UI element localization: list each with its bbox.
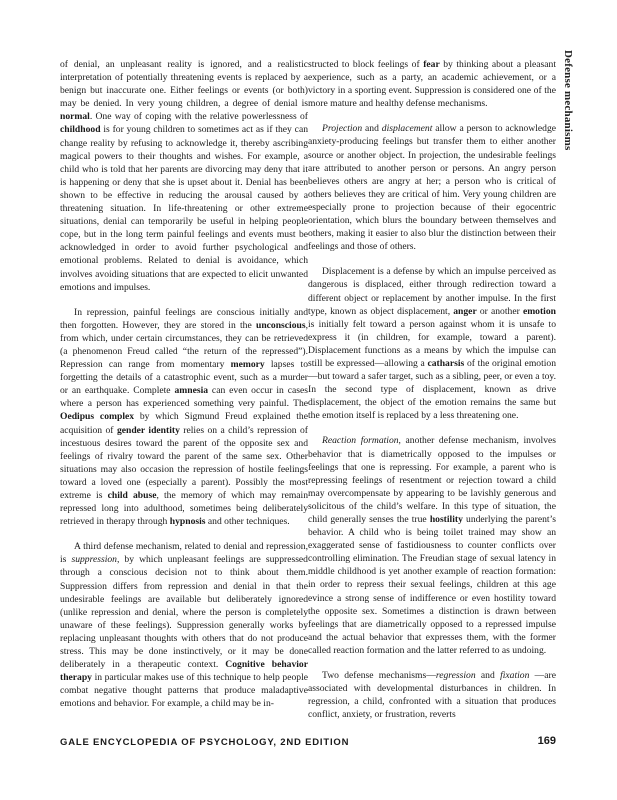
italic-term: suppression: [71, 554, 117, 566]
page-number: 169: [537, 735, 556, 747]
text-run: In repression, painful feelings are conscious initially and then forgotten. However, they are stored in the: [60, 306, 308, 331]
italic-term: fixation: [500, 670, 530, 682]
paragraph: [60, 58, 308, 294]
text-run: by which Sigmund Freud explained the acquisition of: [60, 411, 308, 436]
bold-term: catharsis: [427, 357, 465, 369]
text-run: of the original emotion—but toward a safer target, such as a sibling, peer, or even a toy. In the second type of displacement, known as drive displacement, the object of the emotion remains the same but the emotion itself is replaced by a less threatening one.: [308, 357, 557, 422]
text-run: —are associated with developmental disturbances in children. In regression, a child, confronted with a situation that produces conflict, anxiety, or frustration, reverts: [308, 670, 556, 721]
text-run: , from which, under certain circumstances, they can be retrieved (a phenomenon Freud called “the return of the repressed”). Repression can range from momentary: [60, 319, 308, 371]
paragraph: [308, 265, 556, 422]
text-run: and other techniques.: [205, 516, 290, 528]
bold-term: fear: [423, 59, 440, 70]
text-run: . One way of coping with the relative powerlessness of: [89, 111, 308, 123]
text-run: of denial, an unpleasant reality is ignored, and a realistic interpretation of potentially threatening events is replaced by a benign but inaccurate one. Either feelings or events (or both) may be denied. In very young children, a degree of denial is: [60, 59, 308, 110]
text-run: relies on a child’s repression of incestuous desires toward the parent of the opposite sex and feelings of rivalry toward the parent of the same sex. Other situations may also occasion the repression of hostile feelings toward a loved one (especially a parent). Possibly the most extreme is: [60, 424, 308, 501]
bold-term: childhood: [60, 124, 101, 136]
text-run: allow a person to acknowledge anxiety-producing feelings but transfer them to either another source or another object. In projection, the undesirable feelings are attributed to another person or persons. An angry person believes others are angry at her; a person who is critical of others believes they are critical of him. Very young children are especially prone to projection because of their egocentric orientation, which blurs the boundary between themselves and others, making it easier to also blur the distinction between their feelings and those of others.: [308, 123, 556, 253]
bold-term: unconscious: [256, 319, 306, 331]
paragraph: [308, 434, 556, 657]
running-head: Defense mechanisms: [562, 50, 574, 151]
paragraph: [308, 669, 556, 721]
italic-term: regression: [435, 670, 476, 682]
left-column: [60, 58, 308, 711]
paragraph: [308, 122, 556, 253]
text-run: Displacement is a defense by which an impulse perceived as dangerous is displaced, either through redirection toward a different object or replacement by another impulse. In the first type, known as object displacement,: [308, 266, 556, 317]
italic-term: Reaction formation: [322, 435, 399, 447]
text-run: by thinking about a pleasant experience, such as a party, an academic achievement, or a victory in a sporting event. Suppression is considered one of the more mature and healthy defense mechanisms.: [308, 59, 556, 110]
bold-term: child abuse: [107, 490, 157, 501]
bold-term: gender identity: [116, 424, 180, 436]
bold-term: emotion: [522, 305, 556, 317]
italic-term: Projection: [322, 123, 363, 135]
bold-term: normal: [60, 111, 90, 123]
bold-term: Cognitive behavior therapy: [60, 659, 308, 684]
text-run: , the memory of which may remain repressed long into adulthood, sometimes being deliberately retrieved in therapy through: [60, 490, 309, 528]
bold-term: amnesia: [174, 385, 209, 397]
bold-term: hypnosis: [169, 516, 206, 528]
text-run: and: [362, 123, 382, 135]
bold-term: Oedipus complex: [60, 411, 135, 423]
text-run: is for young children to sometimes act as if they can change reality by refusing to acknowledge it, thereby ascribing magical powers to their thoughts and wishes. For example, a child who is told that her parents are divorcing may deny that it is happening or deny that she is upset about it. Denial has been shown to be effective in reducing the arousal caused by a threatening situation. In life-threatening or other extreme situations, denial can temporarily be useful in helping people cope, but in the long term painful feelings and events must be acknowledged in order to avoid further psychological and emotional problems. Related to denial is avoidance, which involves avoiding situations that are expected to elicit unwanted emotions and impulses.: [60, 124, 308, 293]
paragraph: [60, 540, 308, 710]
right-column: [308, 58, 556, 721]
text-run: underlying the parent’s behavior. A child who is being toilet trained may show an exaggerated sense of fastidiousness to counter conflicts over controlling elimination. The Freudian stage of sexual latency in middle childhood is yet another example of reaction formation: in order to repress their sexual feelings, children at this age evince a strong sense of indifference or even hostility toward the opposite sex. Sometimes a distinction is drawn between feelings that are diametrically opposed to a repressed impulse and the actual behavior that expresses them, with the former called reaction formation and the latter referred to as undoing.: [308, 514, 556, 656]
bold-term: hostility: [429, 514, 463, 525]
text-run: lapses to forgetting the details of a catastrophic event, such as a murder or an earthquake. Complete: [60, 359, 308, 397]
paragraph: [60, 306, 308, 529]
bold-term: anger: [453, 305, 477, 317]
paragraph: [308, 58, 556, 110]
text-run: , another defense mechanism, involves behavior that is diametrically opposed to the impulses or feelings that one is repressing. For example, a parent who is repressing feelings of resentment or rejection toward a child may overcompensate by appearing to be lavishly generous and solicitous of the child’s welfare. In this type of situation, the child generally senses the true: [308, 435, 556, 525]
text-run: structed to block feelings of: [308, 59, 424, 70]
text-run: Two defense mechanisms—: [322, 670, 436, 682]
text-run: or another: [476, 305, 523, 317]
text-run: and: [475, 670, 501, 682]
bold-term: memory: [230, 359, 265, 371]
footer-title: GALE ENCYCLOPEDIA OF PSYCHOLOGY, 2ND EDITION: [60, 737, 350, 748]
text-run: in particular makes use of this technique to help people combat negative thought patterns that produce maladaptive emotions and behavior. For example, a child may be in-: [60, 672, 308, 710]
text-run: , by which unpleasant feelings are suppressed through a conscious decision not to think about them. Suppression differs from repression and denial in that the undesirable feelings are available but deliberately ignored (unlike repression and denial, where the person is completely unaware of these feelings). Suppression generally works by replacing unpleasant thoughts with others that do not produce stress. This may be done instinctively, or it may be done deliberately in a therapeutic context.: [60, 554, 308, 671]
text-run: is initially felt toward a person against whom it is unsafe to express it (in children, for example, toward a parent). Displacement functions as a means by which the impulse can still be expressed—allowing a: [308, 318, 556, 369]
italic-term: displacement: [381, 123, 433, 135]
text-run: A third defense mechanism, related to denial and repression, is: [60, 541, 308, 566]
text-run: can even occur in cases where a person has experienced something very painful. The: [60, 385, 308, 410]
